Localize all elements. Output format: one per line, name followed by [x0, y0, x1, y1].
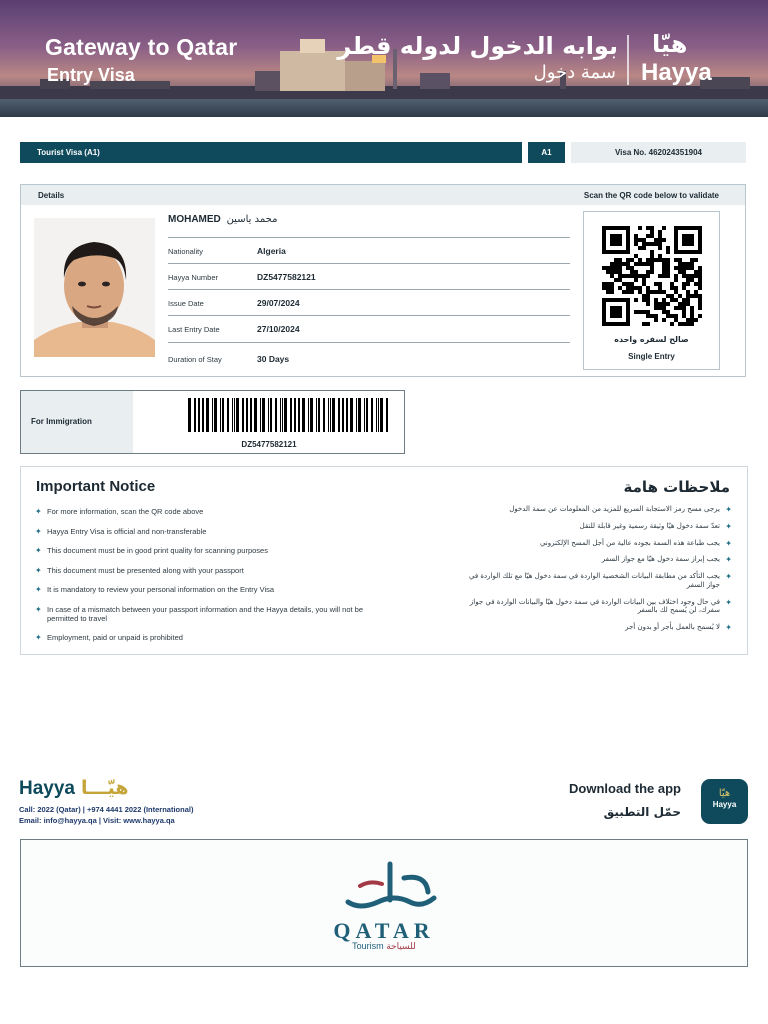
hayya-app-icon[interactable]: [701, 779, 748, 824]
bullet-icon: ✦: [35, 507, 42, 516]
details-header: [21, 185, 745, 205]
notice-list-en: [35, 507, 395, 653]
field-value: 30 Days: [257, 354, 290, 364]
bullet-icon: ✦: [35, 565, 42, 575]
field-issue-date: [168, 289, 570, 315]
bullet-icon: ✦: [725, 623, 732, 632]
visa-type: Tourist Visa (A1): [20, 142, 522, 163]
download-app-label: Download the app: [569, 781, 681, 796]
bullet-icon: ✦: [35, 604, 42, 614]
hayya-logo-en: Hayya: [641, 59, 712, 86]
field-label: Hayya Number: [168, 273, 219, 282]
field-label: Nationality: [168, 247, 204, 256]
list-item: ✦ This document must be presented along with your passport: [35, 565, 244, 575]
app-icon-ar: هيّا: [718, 788, 731, 799]
qatar-word: QATAR: [333, 918, 435, 943]
footer-logo-en: Hayya: [19, 778, 75, 799]
banner-title-ar: بوابه الدخول لدوله قطر: [337, 32, 618, 60]
holder-name-en: MOHAMED: [168, 214, 221, 225]
field-hayya-number: [168, 263, 570, 289]
notice-title-en: Important Notice: [36, 478, 156, 495]
field-label: Issue Date: [168, 299, 204, 308]
notice-title-ar: ملاحظات هامة: [623, 478, 730, 496]
immigration-label: For Immigration: [21, 391, 133, 453]
tourism-en: Tourism: [352, 941, 384, 951]
hayya-logo-ar: هيّا: [652, 30, 688, 58]
person-photo-icon: [34, 218, 155, 357]
validity-ar: صالح لسفره واحده: [614, 335, 689, 344]
list-item: ✦ For more information, scan the QR code above: [35, 507, 204, 516]
banner-divider: [627, 35, 629, 85]
contact-email[interactable]: Email: info@hayya.qa | Visit: www.hayya.qa: [19, 816, 175, 825]
field-value: DZ5477582121: [257, 272, 316, 282]
field-label: Duration of Stay: [168, 355, 222, 364]
notice-list-ar: [462, 505, 732, 640]
list-item: ✦ تعدّ سمة دخول هيّا وثيقة رسمية وغير قابلة للنقل: [579, 521, 732, 531]
list-item: ✦ يجب طباعة هذه السمة بجوده عالية من أجل المسح الإلكتروني: [539, 538, 732, 548]
list-item: ✦ يجب إبراز سمة دخول هيّا مع جواز السفر: [601, 555, 732, 565]
bullet-icon: ✦: [35, 546, 42, 555]
footer-logo-ar: هيّـــا: [81, 777, 129, 799]
waterfront: [0, 99, 768, 117]
scan-instruction: Scan the QR code below to validate: [583, 191, 719, 200]
holder-photo: [34, 218, 155, 357]
field-value: 29/07/2024: [257, 298, 300, 308]
field-label: Last Entry Date: [168, 325, 220, 334]
list-item: ✦ لا يُسمح بالعمل بأجر أو بدون أجر: [625, 623, 732, 632]
important-notice: [20, 466, 748, 655]
field-last-entry-date: [168, 315, 570, 341]
immigration-code: DZ5477582121: [241, 440, 297, 449]
banner-title-en: Gateway to Qatar: [45, 34, 238, 60]
details-section: [20, 184, 746, 377]
immigration-section: [20, 390, 405, 454]
bullet-icon: ✦: [725, 555, 732, 565]
list-item: ✦ This document must be in good print quality for scanning purposes: [35, 546, 268, 555]
field-value: 27/10/2024: [257, 324, 300, 334]
banner-subtitle-ar: سمة دخول: [533, 62, 616, 83]
app-icon-en: Hayya: [712, 800, 737, 809]
qr-code-box: [583, 211, 720, 370]
visa-number: Visa No. 462024351904: [571, 142, 746, 163]
field-value: Algeria: [257, 246, 286, 256]
qatar-tourism-panel: [20, 839, 748, 967]
bullet-icon: ✦: [725, 572, 732, 581]
list-item: ✦ يجب التأكد من مطابقة البيانات الشخصية الواردة في سمة دخول هيّا مع تلك الواردة في جواز السفر: [468, 572, 732, 589]
bullet-icon: ✦: [725, 505, 732, 514]
bullet-icon: ✦: [35, 526, 42, 536]
tourism-label: [21, 941, 747, 952]
qr-code-icon[interactable]: [600, 226, 704, 326]
footer-hayya-logo: [19, 777, 129, 800]
banner-subtitle-en: Entry Visa: [47, 65, 135, 85]
list-item: ✦ It is mandatory to review your personal information on the Entry Visa: [35, 585, 275, 594]
bullet-icon: ✦: [35, 585, 42, 594]
bullet-icon: ✦: [35, 633, 42, 642]
list-item: ✦ Employment, paid or unpaid is prohibited: [35, 633, 183, 642]
visa-code: A1: [528, 142, 565, 163]
header-banner: [0, 0, 768, 117]
list-item: ✦ In case of a mismatch between your passport information and the Hayya details, you will not be permitted to travel: [35, 604, 363, 623]
list-item: ✦ يرجى مسح رمز الاستجابة السريع للمزيد من المعلومات عن سمة الدخول: [509, 505, 732, 514]
list-item: ✦ في حال وجود اختلاف بين البيانات الواردة في سمة دخول هيّا والبيانات الواردة في جواز سفرك، لن يُسمح لك بالسفر: [469, 597, 732, 615]
bullet-icon: ✦: [725, 521, 732, 531]
bullet-icon: ✦: [725, 538, 732, 548]
bullet-icon: ✦: [725, 597, 732, 607]
field-duration-of-stay: [168, 342, 570, 372]
tourism-ar: للسياحة: [386, 942, 416, 952]
contact-phone: Call: 2022 (Qatar) | +974 4441 2022 (International): [19, 805, 194, 814]
list-item: ✦ Hayya Entry Visa is official and non-transferable: [35, 526, 207, 536]
download-app-label-ar: حمّل التطبيق: [603, 805, 681, 819]
qatar-tourism-logo-icon: [330, 858, 440, 918]
holder-name-ar: محمد ياسين: [226, 214, 278, 225]
holder-name: [168, 214, 277, 225]
details-title: Details: [38, 191, 65, 200]
field-nationality: [168, 237, 570, 263]
validity-en: Single Entry: [628, 352, 675, 361]
barcode-icon[interactable]: [188, 398, 390, 432]
